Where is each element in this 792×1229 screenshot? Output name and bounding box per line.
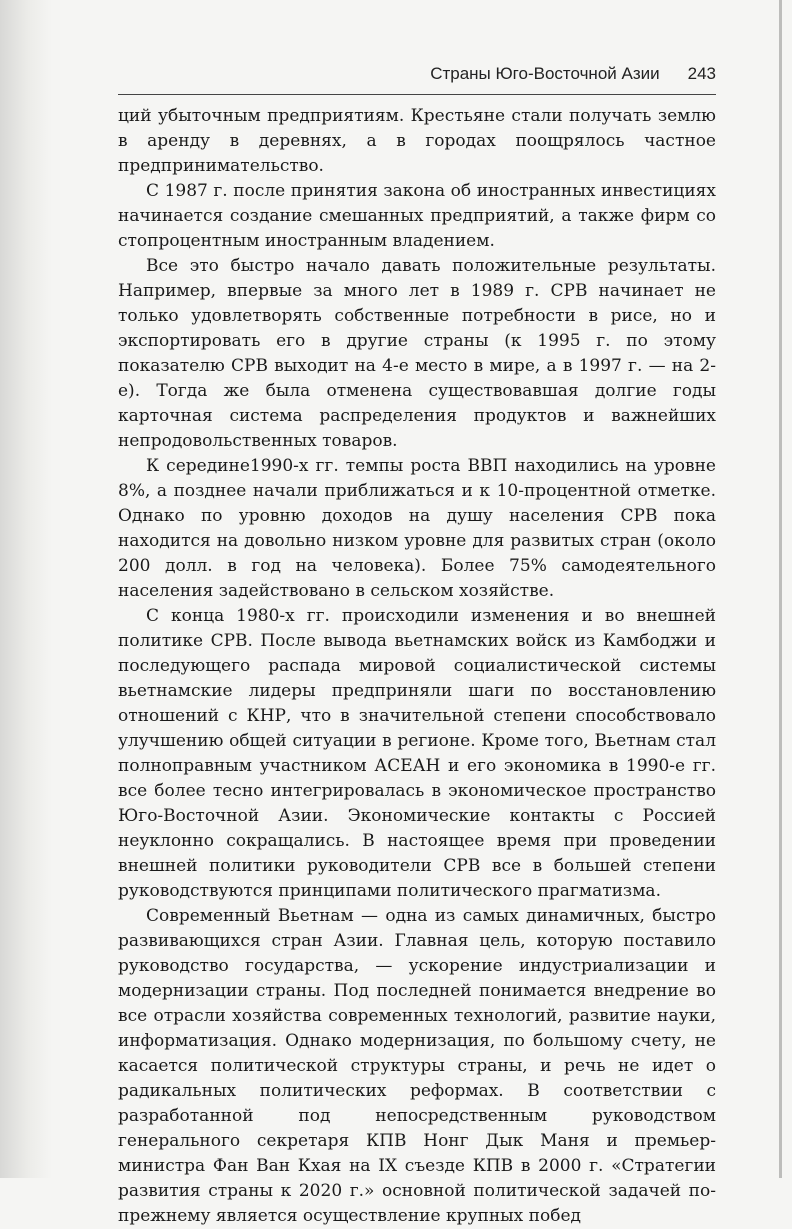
scan-right-edge-line <box>779 0 782 1178</box>
paragraph: К середине1990-х гг. темпы роста ВВП находились на уровне 8%, а позднее начали приближаться и к 10-процентной отметке. Однако по уровню доходов на душу населения СРВ пока находится на довольно низком уровне для развитых стран (около 200 долл. в год на человека). Более 75% самодеятельного населения задействовано в сельском хозяйстве. <box>118 456 716 601</box>
chapter-title: Страны Юго-Восточной Азии <box>430 64 660 83</box>
running-head <box>118 64 716 84</box>
header-rule <box>118 94 716 95</box>
scan-left-edge-shadow <box>0 0 52 1178</box>
paragraph: Все это быстро начало давать положительные результаты. Например, впервые за много лет в 1989 г. СРВ начинает не только удовлетворять собственные потребности в рисе, но и экспортировать его в другие страны (к 1995 г. по этому показателю СРВ выходит на 4-е место в мире, а в 1997 г. — на 2-е). Тогда же была отменена существовавшая долгие годы карточная система распределения продуктов и важнейших непродовольственных товаров. <box>118 256 716 451</box>
paragraph: С конца 1980-х гг. происходили изменения и во внешней политике СРВ. После вывода вьетнамских войск из Камбоджи и последующего распада мировой социалистической системы вьетнамские лидеры предприняли шаги по восстановлению отношений с КНР, что в значительной степени способствовало улучшению общей ситуации в регионе. Кроме того, Вьетнам стал полноправным участником АСЕАН и его экономика в 1990-е гг. все более тесно интегрировалась в экономическое пространство Юго-Восточной Азии. Экономические контакты с Россией неуклонно сокращались. В настоящее время при проведении внешней политики руководители СРВ все в большей степени руководствуются принципами политического прагматизма. <box>118 606 716 901</box>
paragraph: ций убыточным предприятиям. Крестьяне стали получать землю в аренду в деревнях, а в городах поощрялось частное предпринимательство. <box>118 106 716 176</box>
page-number: 243 <box>687 64 716 83</box>
paragraph: С 1987 г. после принятия закона об иностранных инвестициях начинается создание смешанных предприятий, а также фирм со стопроцентным иностранным владением. <box>118 181 716 251</box>
body-text <box>118 104 716 1229</box>
paragraph: Современный Вьетнам — одна из самых динамичных, быстро развивающихся стран Азии. Главная цель, которую поставило руководство государства, — ускорение индустриализации и модернизации страны. Под последней понимается внедрение во все отрасли хозяйства современных технологий, развитие науки, информатизация. Однако модернизация, по большому счету, не касается политической структуры страны, и речь не идет о радикальных политических реформах. В соответствии с разработанной под непосредственным руководством генерального секретаря КПВ Нонг Дык Маня и премьер-министра Фан Ван Кхая на IX съезде КПВ в 2000 г. «Стратегии развития страны к 2020 г.» основной политической задачей по-прежнему является осуществление крупных побед <box>118 906 716 1226</box>
